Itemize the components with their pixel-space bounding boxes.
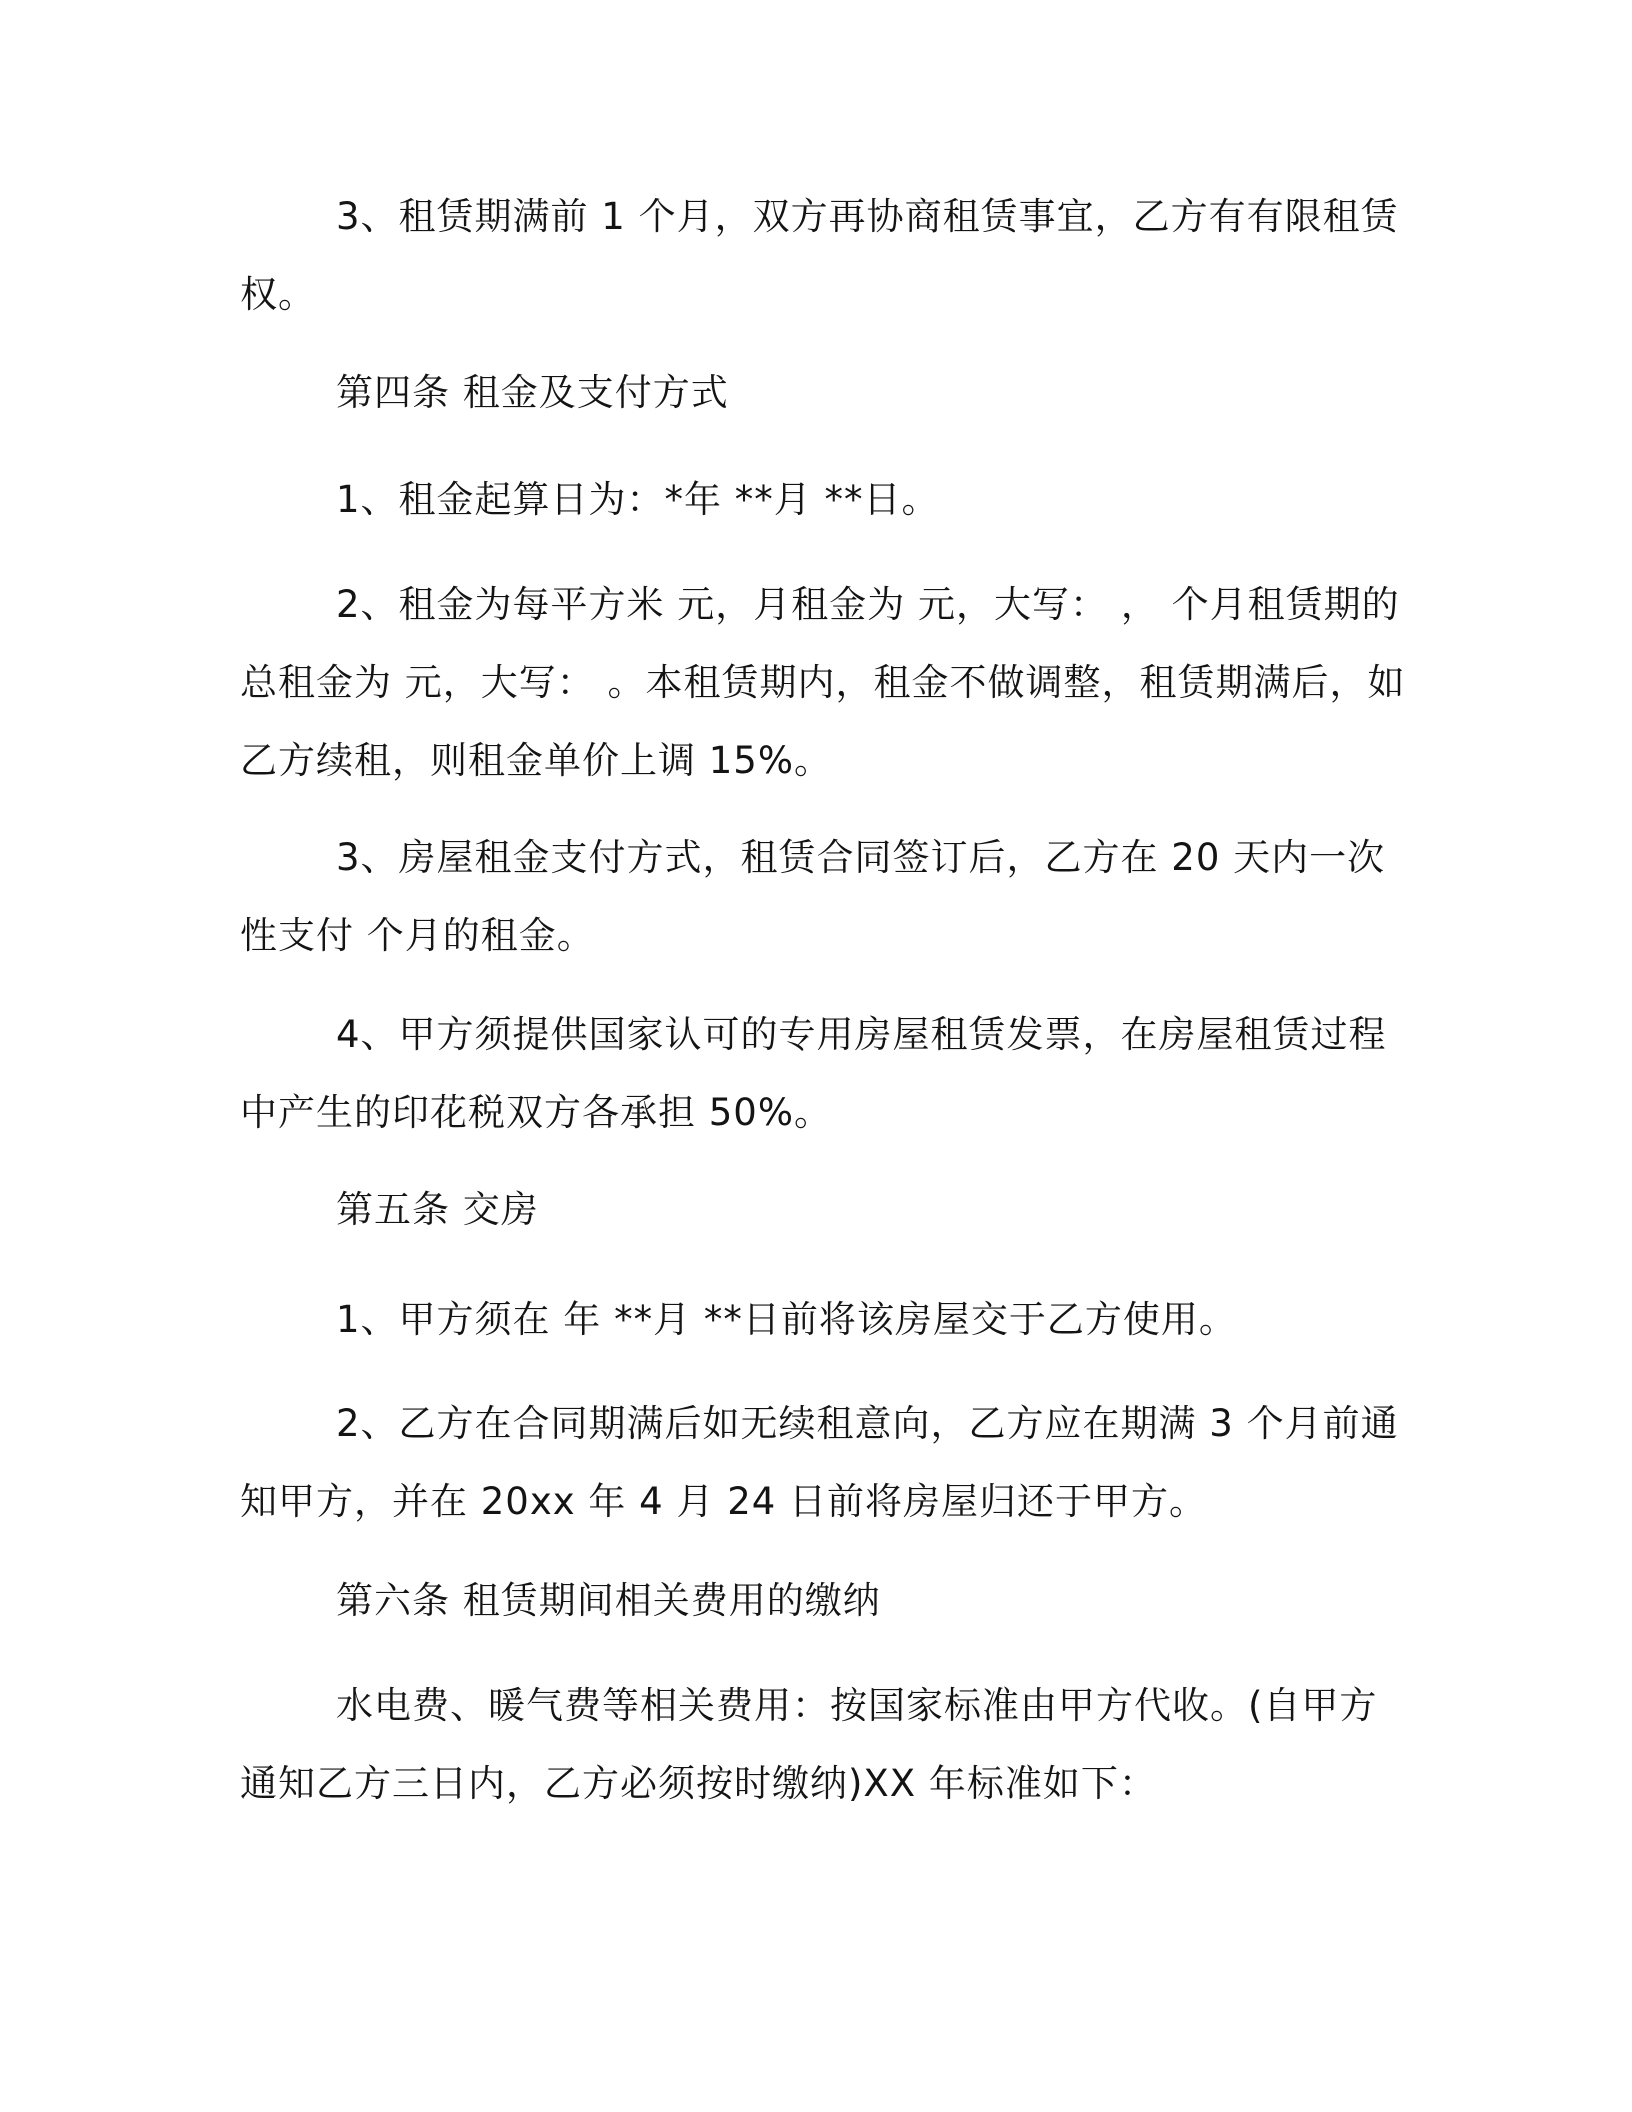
clause-3-3-renewal: 3、租赁期满前 1 个月，双方再协商租赁事宜，乙方有有限租赁权。 (240, 195, 1399, 316)
clause-4-3-payment-method: 3、房屋租金支付方式，租赁合同签订后，乙方在 20 天内一次性支付 个月的租金。 (240, 836, 1386, 957)
article-4-heading: 第四条 租金及支付方式 (336, 371, 729, 414)
clause-4-4-invoice: 4、甲方须提供国家认可的专用房屋租赁发票，在房屋租赁过程中产生的印花税双方各承担 50%。 (240, 1013, 1387, 1134)
clause-5-1-handover: 1、甲方须在 年 **月 **日前将该房屋交于乙方使用。 (336, 1298, 1237, 1341)
article-5-heading: 第五条 交房 (336, 1188, 539, 1231)
clause-4-1-rent-start: 1、租金起算日为：*年 **月 **日。 (336, 478, 940, 521)
article-6-utilities: 水电费、暖气费等相关费用：按国家标准由甲方代收。(自甲方通知乙方三日内，乙方必须按时缴纳)XX 年标准如下： (240, 1684, 1378, 1805)
article-6-heading: 第六条 租赁期间相关费用的缴纳 (336, 1579, 881, 1622)
clause-5-2-return: 2、乙方在合同期满后如无续租意向，乙方应在期满 3 个月前通知甲方，并在 20xx 年 4 月 24 日前将房屋归还于甲方。 (240, 1402, 1399, 1523)
clause-4-2-rent-amount: 2、租金为每平方米 元，月租金为 元，大写： ， 个月租赁期的总租金为 元，大写： 。本租赁期内，租金不做调整，租赁期满后，如乙方续租，则租金单价上调 15%。 (240, 583, 1406, 782)
